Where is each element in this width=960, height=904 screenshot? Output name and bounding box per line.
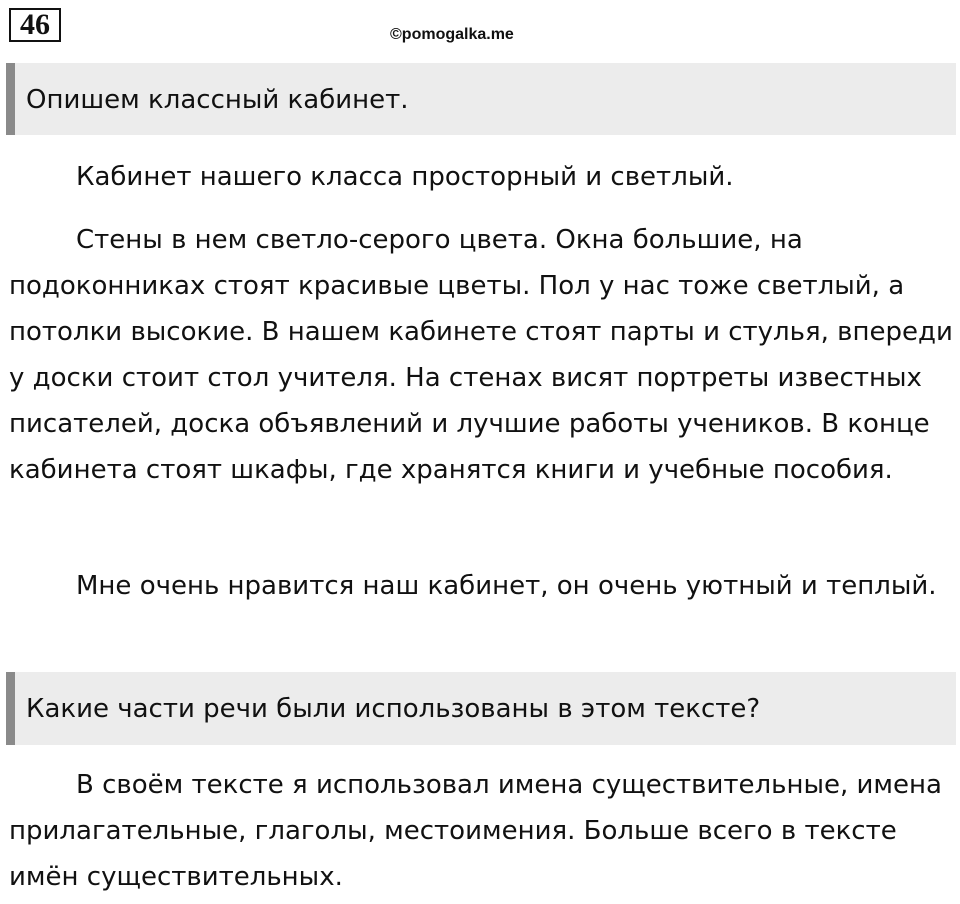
question-2-heading: Какие части речи были использованы в этом тексте? — [6, 672, 956, 745]
watermark: ©pomogalka.me — [390, 26, 514, 43]
answer-2-paragraph-1: В своём тексте я использовал имена существительные, имена прилагательные, глаголы, местоимения. Больше всего в тексте имён существительных. — [9, 770, 942, 892]
answer-1-paragraph-3: Мне очень нравится наш кабинет, он очень уютный и теплый. — [76, 571, 937, 601]
page-number: 46 — [9, 8, 61, 42]
answer-1-paragraph-2: Стены в нем светло-серого цвета. Окна большие, на подоконниках стоят красивые цветы. Пол у нас тоже светлый, а потолки высокие. В нашем кабинете стоят парты и стулья, впереди у доски стоит стол учителя. На стенах висят портреты известных писателей, доска объявлений и лучшие работы учеников. В конце кабинета стоят шкафы, где хранятся книги и учебные пособия. — [9, 225, 953, 485]
answer-1-paragraph-1: Кабинет нашего класса просторный и светлый. — [76, 162, 734, 192]
question-1-heading: Опишем классный кабинет. — [6, 63, 956, 135]
